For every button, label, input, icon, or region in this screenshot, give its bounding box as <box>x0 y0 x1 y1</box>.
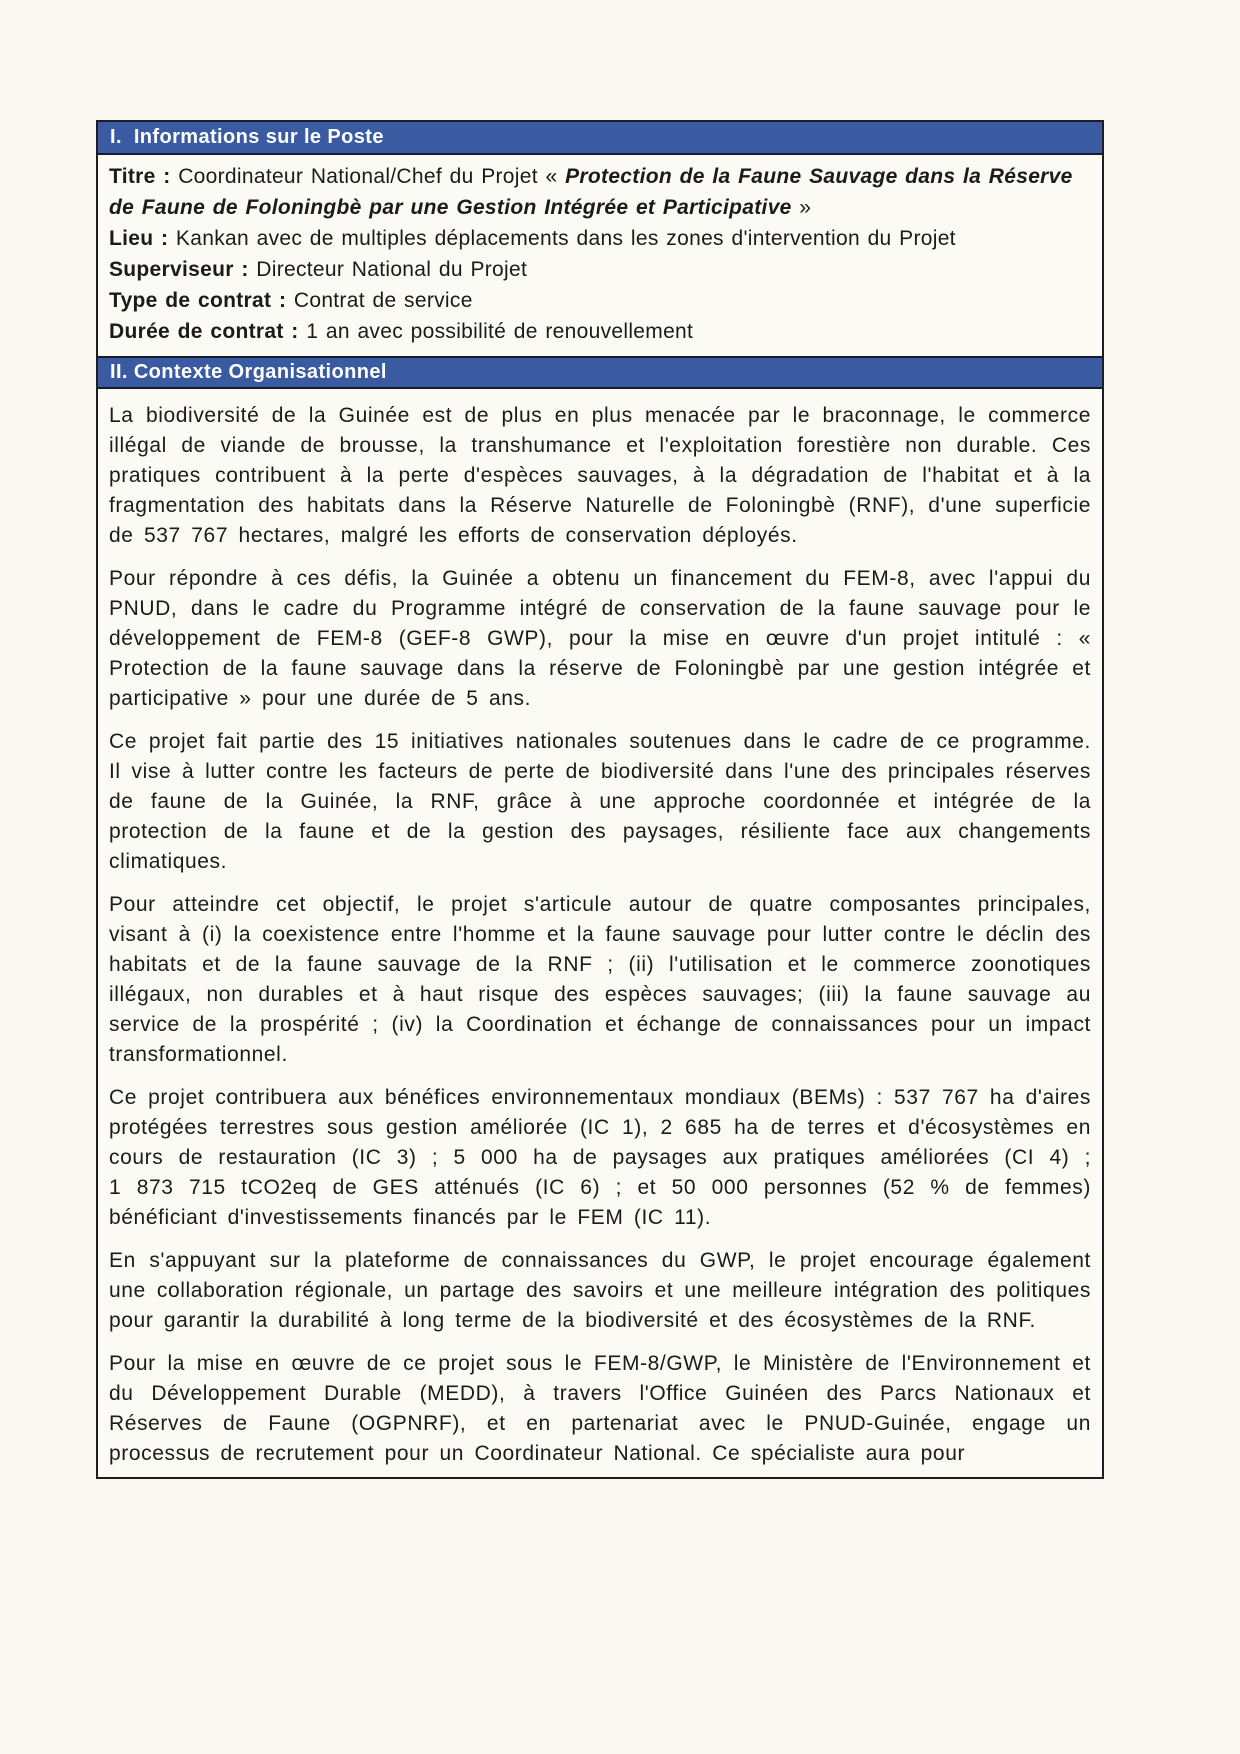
section2-header-bar <box>98 356 1102 389</box>
field-type-de-contrat-value: Contrat de service <box>286 289 473 312</box>
field-titre-label: Titre : <box>109 165 171 188</box>
project-title-text: Protection de la Faune Sauvage dans la Réserve de Faune de Foloningbè par une Gestion Intégrée et Participative <box>109 165 1073 219</box>
field-superviseur-label: Superviseur : <box>109 258 249 281</box>
field-duree-de-contrat-value: 1 an avec possibilité de renouvellement <box>298 320 694 343</box>
context-paragraph-2: Pour répondre à ces défis, la Guinée a obtenu un financement du FEM-8, avec l'appui du PNUD, dans le cadre du Programme intégré de conservation de la faune sauvage pour le développement de FEM-8 (GEF-8 GWP), pour la mise en œuvre d'un projet intitulé : « Protection de la faune sauvage dans la réserve de Foloningbè par une gestion intégrée et participative » pour une durée de 5 ans. <box>109 567 1091 710</box>
section1-header-bar <box>98 122 1102 155</box>
context-paragraph-1: La biodiversité de la Guinée est de plus en plus menacée par le braconnage, le commerce illégal de viande de brousse, la transhumance et l'exploitation forestière non durable. Ces pratiques contribuent à la perte d'espèces sauvages, à la dégradation de l'habitat et à la fragmentation des habitats dans la Réserve Naturelle de Foloningbè (RNF), d'une superficie de 537 767 hectares, malgré les efforts de conservation déployés. <box>109 404 1091 547</box>
context-paragraph-3: Ce projet fait partie des 15 initiatives nationales soutenues dans le cadre de ce programme. Il vise à lutter contre les facteurs de perte de biodiversité dans l'une des principales réserves de faune de la Guinée, la RNF, grâce à une approche coordonnée et intégrée de la protection de la faune et de la gestion des paysages, résiliente face aux changements climatiques. <box>109 730 1091 873</box>
field-duree-de-contrat-label: Durée de contrat : <box>109 320 299 343</box>
field-titre <box>109 161 1091 223</box>
field-type-de-contrat <box>109 285 1091 316</box>
context-paragraph-5: Ce projet contribuera aux bénéfices environnementaux mondiaux (BEMs) : 537 767 ha d'aires protégées terrestres sous gestion améliorée (IC 1), 2 685 ha de terres et d'écosystèmes en cours de restauration (IC 3) ; 5 000 ha de paysages aux pratiques améliorées (CI 4) ; 1 873 715 tCO2eq de GES atténués (IC 6) ; et 50 000 personnes (52 % de femmes) bénéficiant d'investissements financés par le FEM (IC 11). <box>109 1086 1091 1229</box>
section2-header-title: II. Contexte Organisationnel <box>110 361 387 383</box>
field-titre-value: Coordinateur National/Chef du Projet « <box>170 165 566 188</box>
context-paragraph-4: Pour atteindre cet objectif, le projet s'articule autour de quatre composantes principales, visant à (i) la coexistence entre l'homme et la faune sauvage pour lutter contre le déclin des habitats et de la faune sauvage de la RNF ; (ii) l'utilisation et le commerce zoonotiques illégaux, non durables et à haut risque des espèces sauvages; (iii) la faune sauvage au service de la prospérité ; (iv) la Coordination et échange de connaissances pour un impact transformationnel. <box>109 893 1091 1066</box>
section1-info-cell <box>98 155 1102 356</box>
field-duree-de-contrat <box>109 316 1091 347</box>
section2-body-cell <box>98 389 1102 1477</box>
field-superviseur-value: Directeur National du Projet <box>248 258 528 281</box>
field-type-de-contrat-label: Type de contrat : <box>109 289 287 312</box>
field-superviseur <box>109 254 1091 285</box>
context-paragraph-7: Pour la mise en œuvre de ce projet sous le FEM-8/GWP, le Ministère de l'Environnement et du Développement Durable (MEDD), à travers l'Office Guinéen des Parcs Nationaux et Réserves de Faune (OGPNRF), et en partenariat avec le PNUD-Guinée, engage un processus de recrutement pour un Coordinateur National. Ce spécialiste aura pour <box>109 1352 1091 1465</box>
field-titre-closing-quote: » <box>791 196 812 219</box>
section1-header-title: I. Informations sur le Poste <box>110 126 384 148</box>
field-lieu-label: Lieu : <box>109 227 169 250</box>
job-posting-table <box>96 120 1104 1479</box>
field-lieu-value: Kankan avec de multiples déplacements dans les zones d'intervention du Projet <box>168 227 956 250</box>
field-lieu <box>109 223 1091 254</box>
context-paragraph-6: En s'appuyant sur la plateforme de connaissances du GWP, le projet encourage également une collaboration régionale, un partage des savoirs et une meilleure intégration des politiques pour garantir la durabilité à long terme de la biodiversité et des écosystèmes de la RNF. <box>109 1249 1091 1332</box>
